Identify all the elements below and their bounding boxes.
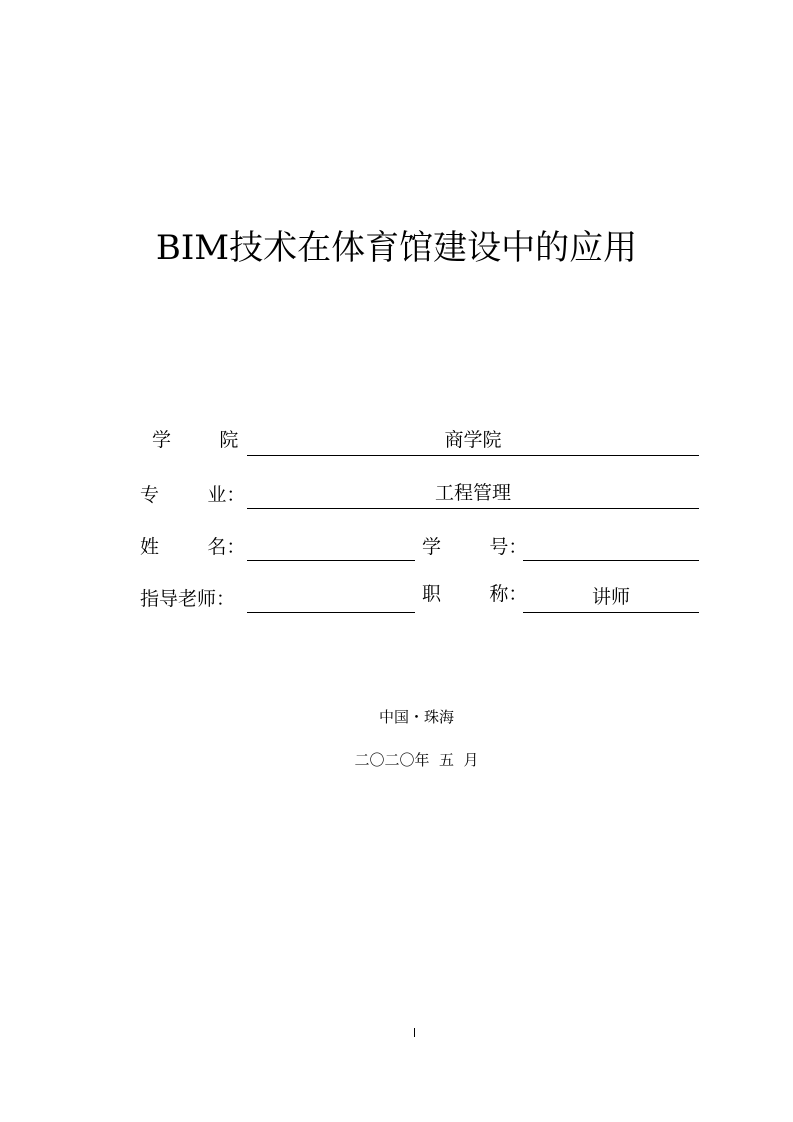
document-title: BIM技术在体育馆建设中的应用 — [155, 228, 638, 268]
page-mark — [414, 1028, 415, 1037]
name-label: 姓 名： — [140, 536, 246, 558]
student-id-label: 学 号： — [422, 536, 528, 558]
major-value: 工程管理 — [434, 482, 511, 504]
name-underline — [247, 560, 415, 561]
title-value: 讲师 — [591, 586, 630, 608]
major-label: 专 业： — [140, 484, 246, 506]
major-underline — [247, 508, 699, 509]
college-value: 商学院 — [444, 429, 502, 451]
student-id-underline — [523, 560, 699, 561]
date-text: 二〇二〇年 五 月 — [354, 751, 479, 769]
college-underline — [247, 455, 699, 456]
title-underline — [523, 612, 699, 613]
advisor-underline — [247, 612, 415, 613]
location-text: 中国・珠海 — [378, 708, 454, 726]
advisor-label: 指导老师： — [140, 588, 236, 610]
title-label: 职 称： — [422, 583, 528, 605]
college-label: 学 院 — [152, 429, 239, 451]
